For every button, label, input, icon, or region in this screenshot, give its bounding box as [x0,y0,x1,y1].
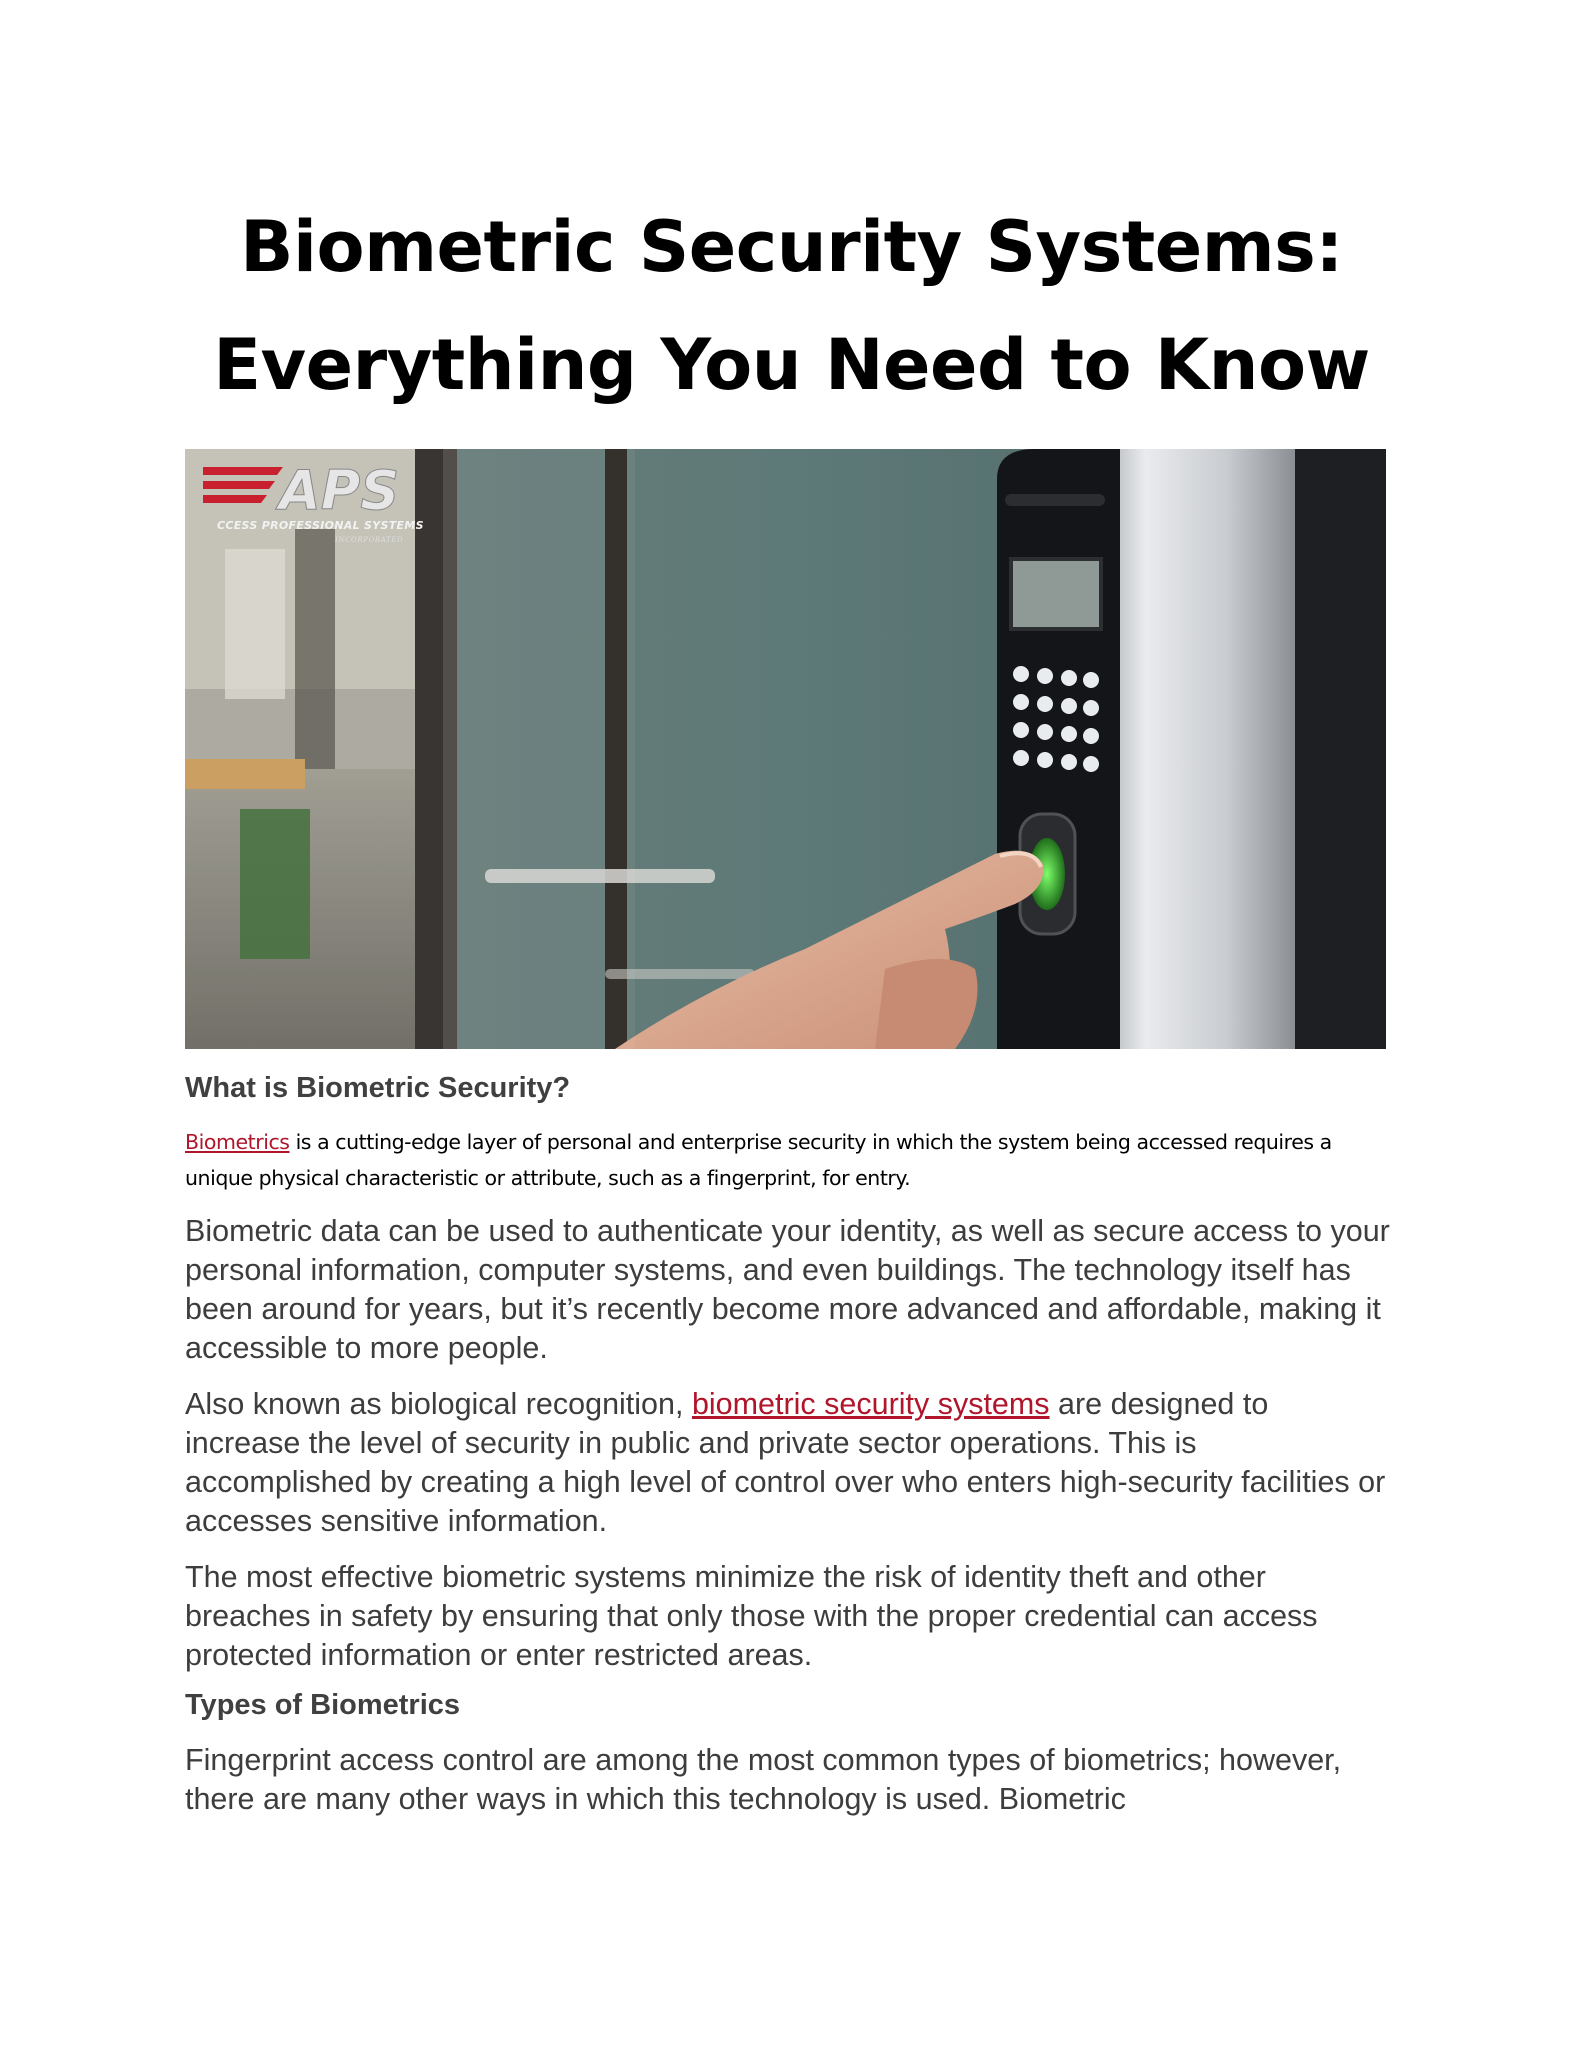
aps-logo-incorporated: INCORPORATED [335,536,404,544]
article-content [185,1068,1390,1819]
aps-logo [195,457,455,552]
intro-text: is a cutting-edge layer of personal and enterprise security in which the system being accessed requires a unique physical characteristic or attribute, such as a fingerprint, for entry. [185,1130,1332,1190]
page-title-line-2: Everything You Need to Know [213,324,1370,406]
body-paragraph-1: Biometric data can be used to authenticate your identity, as well as secure access to your personal information, computer systems, and even buildings. The technology itself has been around for years, but it’s recently become more advanced and affordable, making it accessible to more people. [185,1214,1390,1365]
paragraph-2-before: Also known as biological recognition, [185,1387,692,1421]
aps-logo-text: APS [279,459,400,517]
biometrics-link[interactable]: Biometrics [185,1130,290,1154]
hero-image [185,449,1386,1049]
section-heading-what-is: What is Biometric Security? [185,1072,571,1104]
section-heading-types: Types of Biometrics [185,1689,461,1721]
biometric-security-systems-link[interactable]: biometric security systems [691,1387,1050,1421]
page-title [0,188,1583,424]
paragraph-2-after: are designed to increase the level of security in public and private sector operations. This is accomplished by creating a high level of control over who enters high-security facilities or accesses sensitive information. [185,1387,1386,1538]
body-paragraph-3: The most effective biometric systems minimize the risk of identity theft and other breaches in safety by ensuring that only those with the proper credential can access protected information or enter restricted areas. [185,1560,1318,1672]
aps-logo-mark [203,457,443,517]
intro-paragraph [185,1124,1390,1196]
page-title-line-1: Biometric Security Systems: [240,206,1343,288]
body-paragraph-2 [185,1385,1390,1541]
types-paragraph-1: Fingerprint access control are among the most common types of biometrics; however, there are many other ways in which this technology is used. Biometric [185,1743,1342,1816]
aps-logo-subtitle: CCESS PROFESSIONAL SYSTEMS [217,519,424,532]
